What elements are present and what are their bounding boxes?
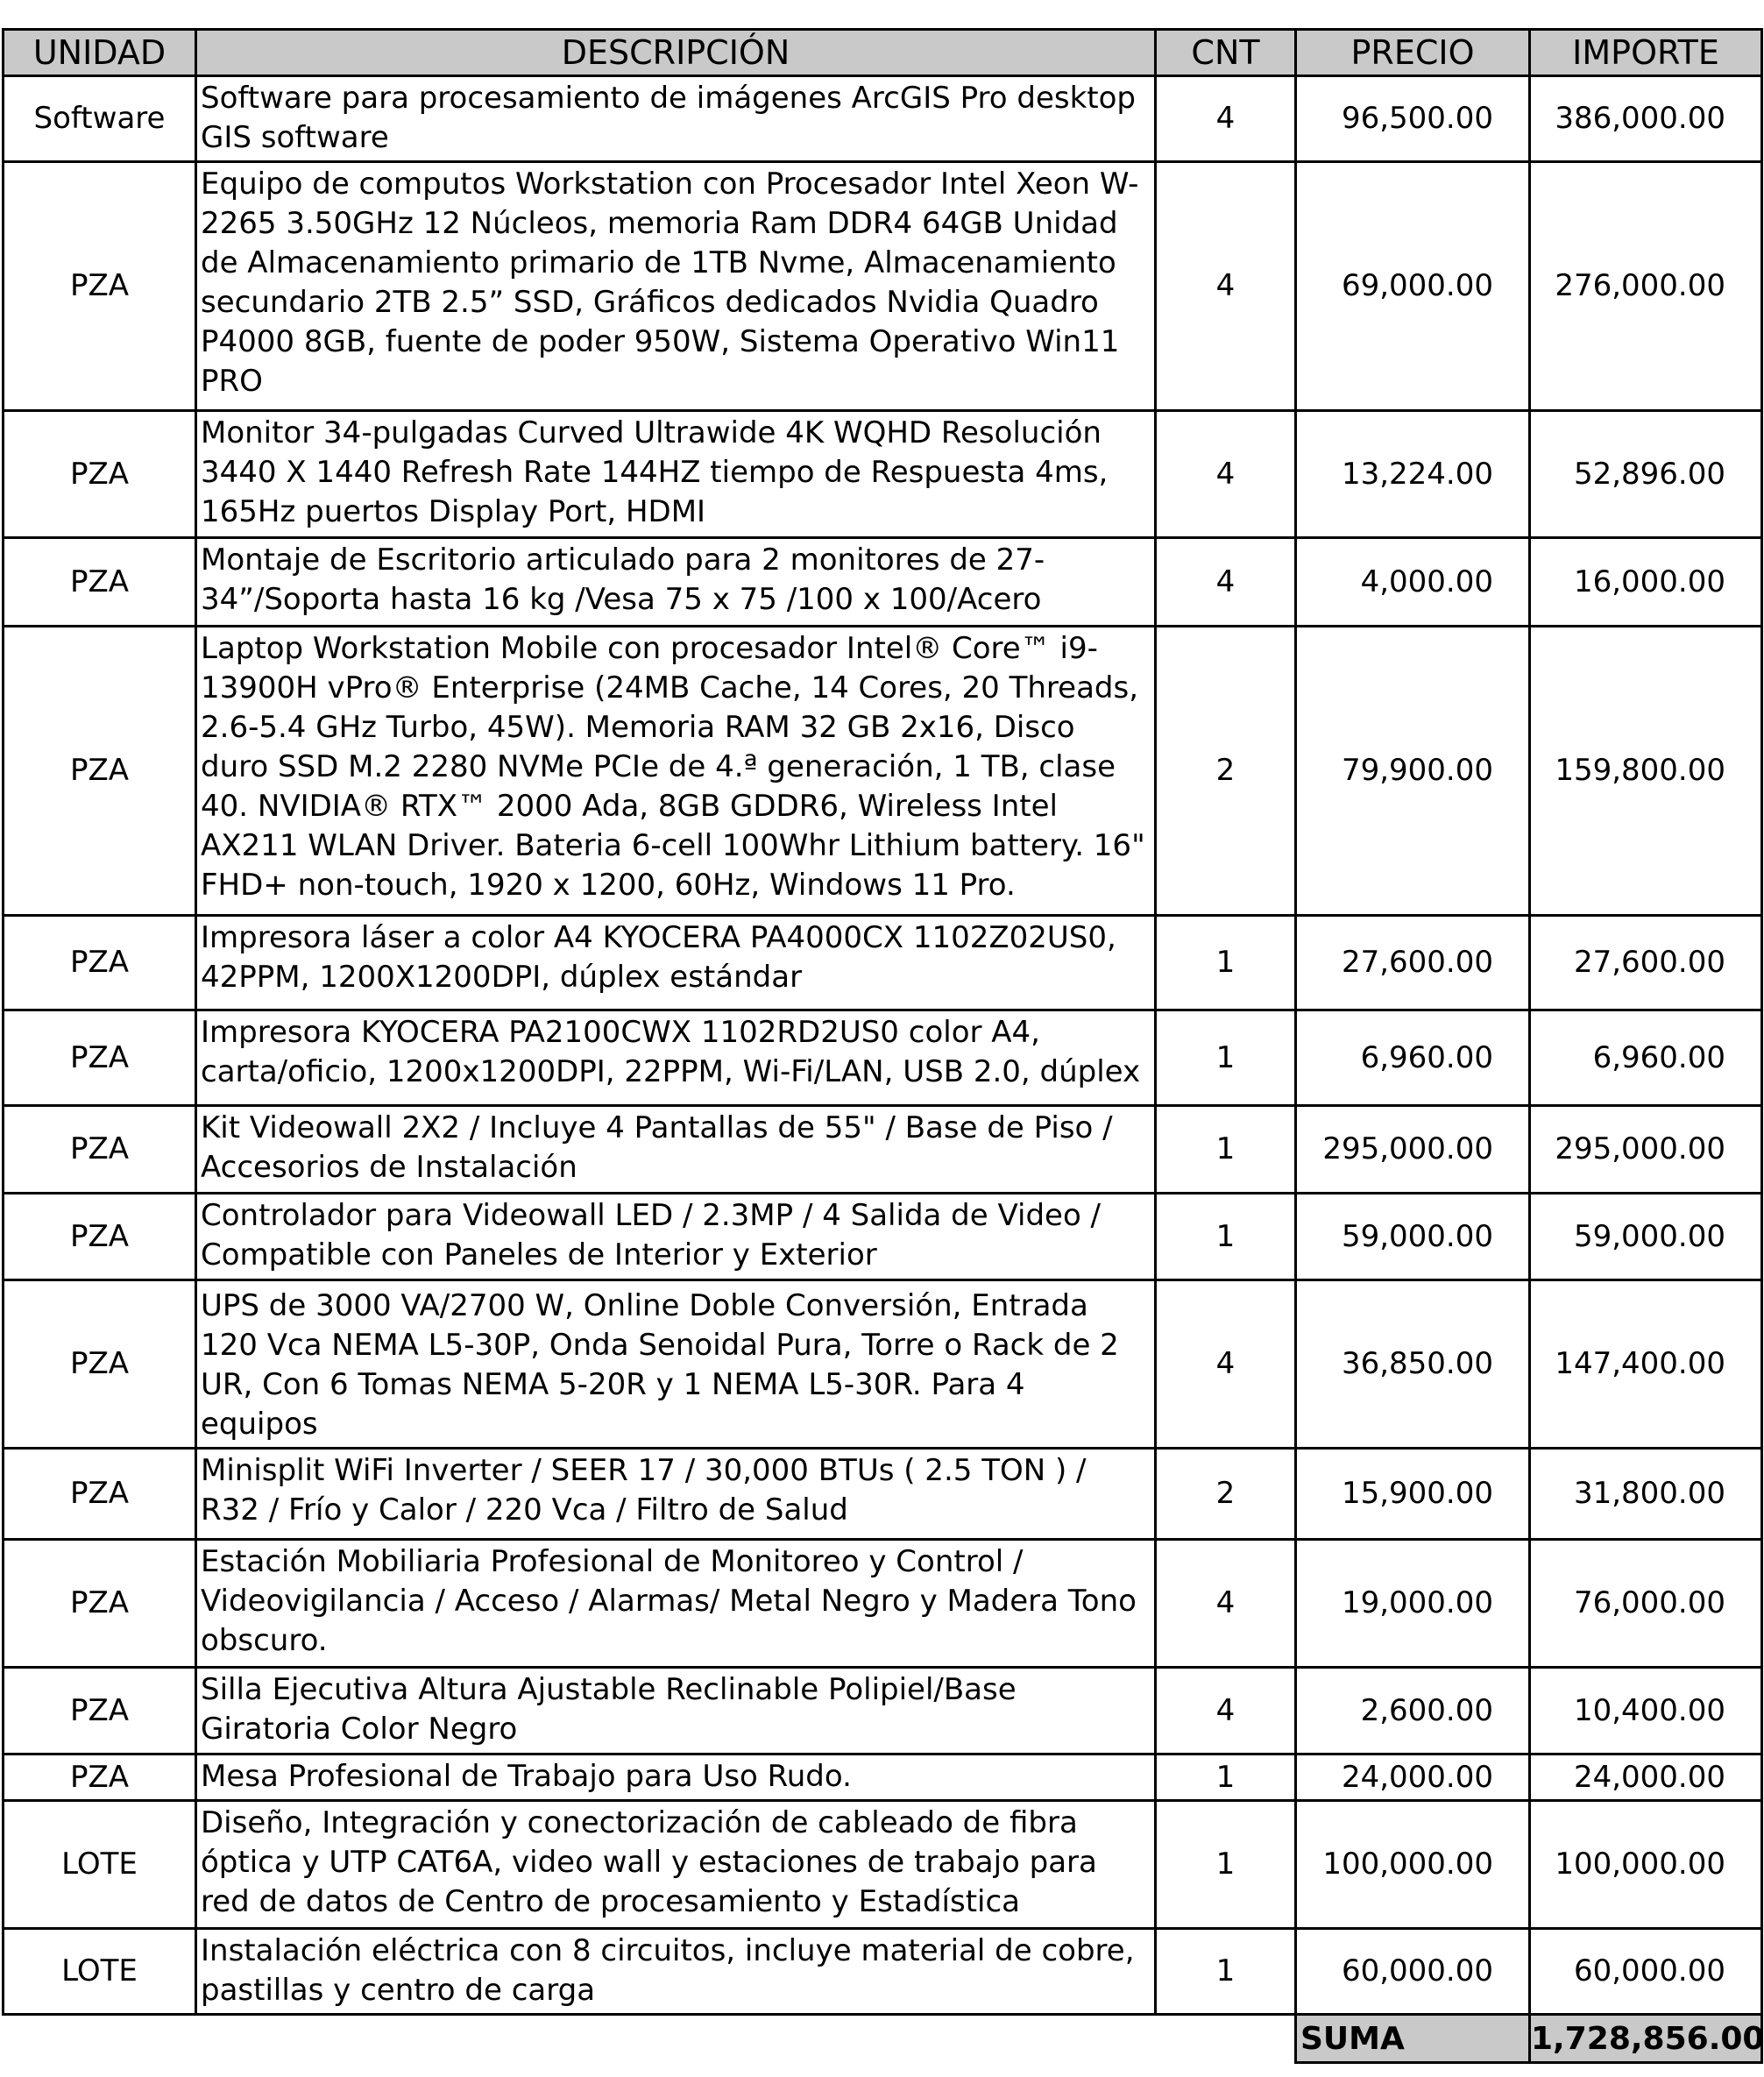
- cell-unidad: PZA: [4, 411, 196, 538]
- cell-importe: 52,896.00: [1530, 411, 1762, 538]
- cell-unidad: PZA: [4, 1540, 196, 1668]
- table-row: [4, 1540, 1762, 1668]
- cell-descripcion: Kit Videowall 2X2 / Incluye 4 Pantallas de 55" / Base de Piso / Accesorios de Instalación: [196, 1106, 1156, 1194]
- cell-cnt: 1: [1156, 1106, 1296, 1194]
- cell-descripcion: Instalación eléctrica con 8 circuitos, incluye material de cobre, pastillas y centro de carga: [196, 1929, 1156, 2015]
- table-row: [4, 1668, 1762, 1754]
- cell-cnt: 4: [1156, 1540, 1296, 1668]
- cell-cnt: 4: [1156, 1668, 1296, 1754]
- cell-cnt: 4: [1156, 76, 1296, 162]
- cell-precio: 13,224.00: [1296, 411, 1530, 538]
- cell-precio: 96,500.00: [1296, 76, 1530, 162]
- cell-descripcion: Impresora láser a color A4 KYOCERA PA4000CX 1102Z02US0, 42PPM, 1200X1200DPI, dúplex estándar: [196, 916, 1156, 1010]
- cell-precio: 295,000.00: [1296, 1106, 1530, 1194]
- table-row: [4, 627, 1762, 916]
- cell-cnt: 1: [1156, 1010, 1296, 1106]
- cell-precio: 36,850.00: [1296, 1280, 1530, 1449]
- cell-unidad: PZA: [4, 1280, 196, 1449]
- cell-descripcion: Silla Ejecutiva Altura Ajustable Reclinable Polipiel/Base Giratoria Color Negro: [196, 1668, 1156, 1754]
- cell-importe: 76,000.00: [1530, 1540, 1762, 1668]
- cell-importe: 59,000.00: [1530, 1194, 1762, 1280]
- header-precio: PRECIO: [1296, 30, 1530, 76]
- cell-importe: 16,000.00: [1530, 538, 1762, 627]
- cell-descripcion: Montaje de Escritorio articulado para 2 monitores de 27-34”/Soporta hasta 16 kg /Vesa 75 x 75 /100 x 100/Acero: [196, 538, 1156, 627]
- header-cnt: CNT: [1156, 30, 1296, 76]
- table-row: [4, 1449, 1762, 1540]
- table-row: [4, 1929, 1762, 2015]
- cell-unidad: PZA: [4, 1010, 196, 1106]
- cell-cnt: 4: [1156, 538, 1296, 627]
- cell-cnt: 4: [1156, 162, 1296, 411]
- cell-importe: 386,000.00: [1530, 76, 1762, 162]
- cell-cnt: 1: [1156, 1929, 1296, 2015]
- cell-descripcion: Software para procesamiento de imágenes ArcGIS Pro desktop GIS software: [196, 76, 1156, 162]
- cell-importe: 276,000.00: [1530, 162, 1762, 411]
- cell-descripcion: Impresora KYOCERA PA2100CWX 1102RD2US0 color A4, carta/oficio, 1200x1200DPI, 22PPM, Wi-Fi/LAN, USB 2.0, dúplex: [196, 1010, 1156, 1106]
- table-row: [4, 538, 1762, 627]
- cell-precio: 15,900.00: [1296, 1449, 1530, 1540]
- total-value: 1,728,856.00: [1530, 2015, 1762, 2063]
- cell-unidad: LOTE: [4, 1929, 196, 2015]
- cell-precio: 79,900.00: [1296, 627, 1530, 916]
- cell-unidad: PZA: [4, 1449, 196, 1540]
- cell-unidad: PZA: [4, 162, 196, 411]
- table-row: [4, 1194, 1762, 1280]
- cell-cnt: 2: [1156, 627, 1296, 916]
- cell-precio: 27,600.00: [1296, 916, 1530, 1010]
- cell-descripcion: UPS de 3000 VA/2700 W, Online Doble Conversión, Entrada 120 Vca NEMA L5-30P, Onda Senoidal Pura, Torre o Rack de 2 UR, Con 6 Tomas NEMA 5-20R y 1 NEMA L5-30R. Para 4 equipos: [196, 1280, 1156, 1449]
- cell-cnt: 1: [1156, 916, 1296, 1010]
- cell-unidad: PZA: [4, 1668, 196, 1754]
- cell-importe: 100,000.00: [1530, 1801, 1762, 1929]
- cell-importe: 6,960.00: [1530, 1010, 1762, 1106]
- table-row: [4, 76, 1762, 162]
- cell-importe: 295,000.00: [1530, 1106, 1762, 1194]
- header-descripcion: DESCRIPCIÓN: [196, 30, 1156, 76]
- cell-importe: 31,800.00: [1530, 1449, 1762, 1540]
- cell-cnt: 2: [1156, 1449, 1296, 1540]
- table-row: [4, 1010, 1762, 1106]
- cell-descripcion: Estación Mobiliaria Profesional de Monitoreo y Control / Videovigilancia / Acceso / Alarmas/ Metal Negro y Madera Tono obscuro.: [196, 1540, 1156, 1668]
- header-unidad: UNIDAD: [4, 30, 196, 76]
- cell-descripcion: Equipo de computos Workstation con Procesador Intel Xeon W-2265 3.50GHz 12 Núcleos, memoria Ram DDR4 64GB Unidad de Almacenamiento primario de 1TB Nvme, Almacenamiento secundario 2TB 2.5” SSD, Gráficos dedicados Nvidia Quadro P4000 8GB, fuente de poder 950W, Sistema Operativo Win11 PRO: [196, 162, 1156, 411]
- cell-precio: 60,000.00: [1296, 1929, 1530, 2015]
- total-row: [4, 2015, 1762, 2063]
- cell-precio: 19,000.00: [1296, 1540, 1530, 1668]
- header-row: [4, 30, 1762, 76]
- cell-cnt: 1: [1156, 1754, 1296, 1801]
- table-row: [4, 916, 1762, 1010]
- cell-precio: 4,000.00: [1296, 538, 1530, 627]
- cell-importe: 60,000.00: [1530, 1929, 1762, 2015]
- total-label: SUMA: [1296, 2015, 1530, 2063]
- cell-importe: 10,400.00: [1530, 1668, 1762, 1754]
- cell-cnt: 1: [1156, 1801, 1296, 1929]
- cell-descripcion: Minisplit WiFi Inverter / SEER 17 / 30,000 BTUs ( 2.5 TON ) / R32 / Frío y Calor / 220 Vca / Filtro de Salud: [196, 1449, 1156, 1540]
- cell-descripcion: Diseño, Integración y conectorización de cableado de fibra óptica y UTP CAT6A, video wall y estaciones de trabajo para red de datos de Centro de procesamiento y Estadística: [196, 1801, 1156, 1929]
- cell-unidad: PZA: [4, 1194, 196, 1280]
- cell-unidad: PZA: [4, 1106, 196, 1194]
- cell-importe: 159,800.00: [1530, 627, 1762, 916]
- header-importe: IMPORTE: [1530, 30, 1762, 76]
- table-row: [4, 1106, 1762, 1194]
- cell-precio: 59,000.00: [1296, 1194, 1530, 1280]
- cell-cnt: 4: [1156, 1280, 1296, 1449]
- cell-descripcion: Mesa Profesional de Trabajo para Uso Rudo.: [196, 1754, 1156, 1801]
- cell-descripcion: Monitor 34-pulgadas Curved Ultrawide 4K WQHD Resolución 3440 X 1440 Refresh Rate 144HZ tiempo de Respuesta 4ms, 165Hz puertos Display Port, HDMI: [196, 411, 1156, 538]
- quote-table: [2, 28, 1763, 2064]
- table-row: [4, 1754, 1762, 1801]
- cell-precio: 24,000.00: [1296, 1754, 1530, 1801]
- cell-cnt: 1: [1156, 1194, 1296, 1280]
- cell-unidad: Software: [4, 76, 196, 162]
- table-row: [4, 411, 1762, 538]
- cell-precio: 100,000.00: [1296, 1801, 1530, 1929]
- table-row: [4, 1280, 1762, 1449]
- cell-importe: 147,400.00: [1530, 1280, 1762, 1449]
- cell-importe: 24,000.00: [1530, 1754, 1762, 1801]
- cell-descripcion: Laptop Workstation Mobile con procesador Intel® Core™ i9-13900H vPro® Enterprise (24MB Cache, 14 Cores, 20 Threads, 2.6-5.4 GHz Turbo, 45W). Memoria RAM 32 GB 2x16, Disco duro SSD M.2 2280 NVMe PCIe de 4.ª generación, 1 TB, clase 40. NVIDIA® RTX™ 2000 Ada, 8GB GDDR6, Wireless Intel AX211 WLAN Driver. Bateria 6-cell 100Whr Lithium battery. 16" FHD+ non-touch, 1920 x 1200, 60Hz, Windows 11 Pro.: [196, 627, 1156, 916]
- cell-precio: 2,600.00: [1296, 1668, 1530, 1754]
- cell-unidad: LOTE: [4, 1801, 196, 1929]
- cell-unidad: PZA: [4, 627, 196, 916]
- cell-importe: 27,600.00: [1530, 916, 1762, 1010]
- table-row: [4, 162, 1762, 411]
- cell-unidad: PZA: [4, 916, 196, 1010]
- cell-unidad: PZA: [4, 1754, 196, 1801]
- cell-unidad: PZA: [4, 538, 196, 627]
- cell-precio: 69,000.00: [1296, 162, 1530, 411]
- cell-precio: 6,960.00: [1296, 1010, 1530, 1106]
- table-row: [4, 1801, 1762, 1929]
- cell-descripcion: Controlador para Videowall LED / 2.3MP / 4 Salida de Video / Compatible con Paneles de Interior y Exterior: [196, 1194, 1156, 1280]
- cell-cnt: 4: [1156, 411, 1296, 538]
